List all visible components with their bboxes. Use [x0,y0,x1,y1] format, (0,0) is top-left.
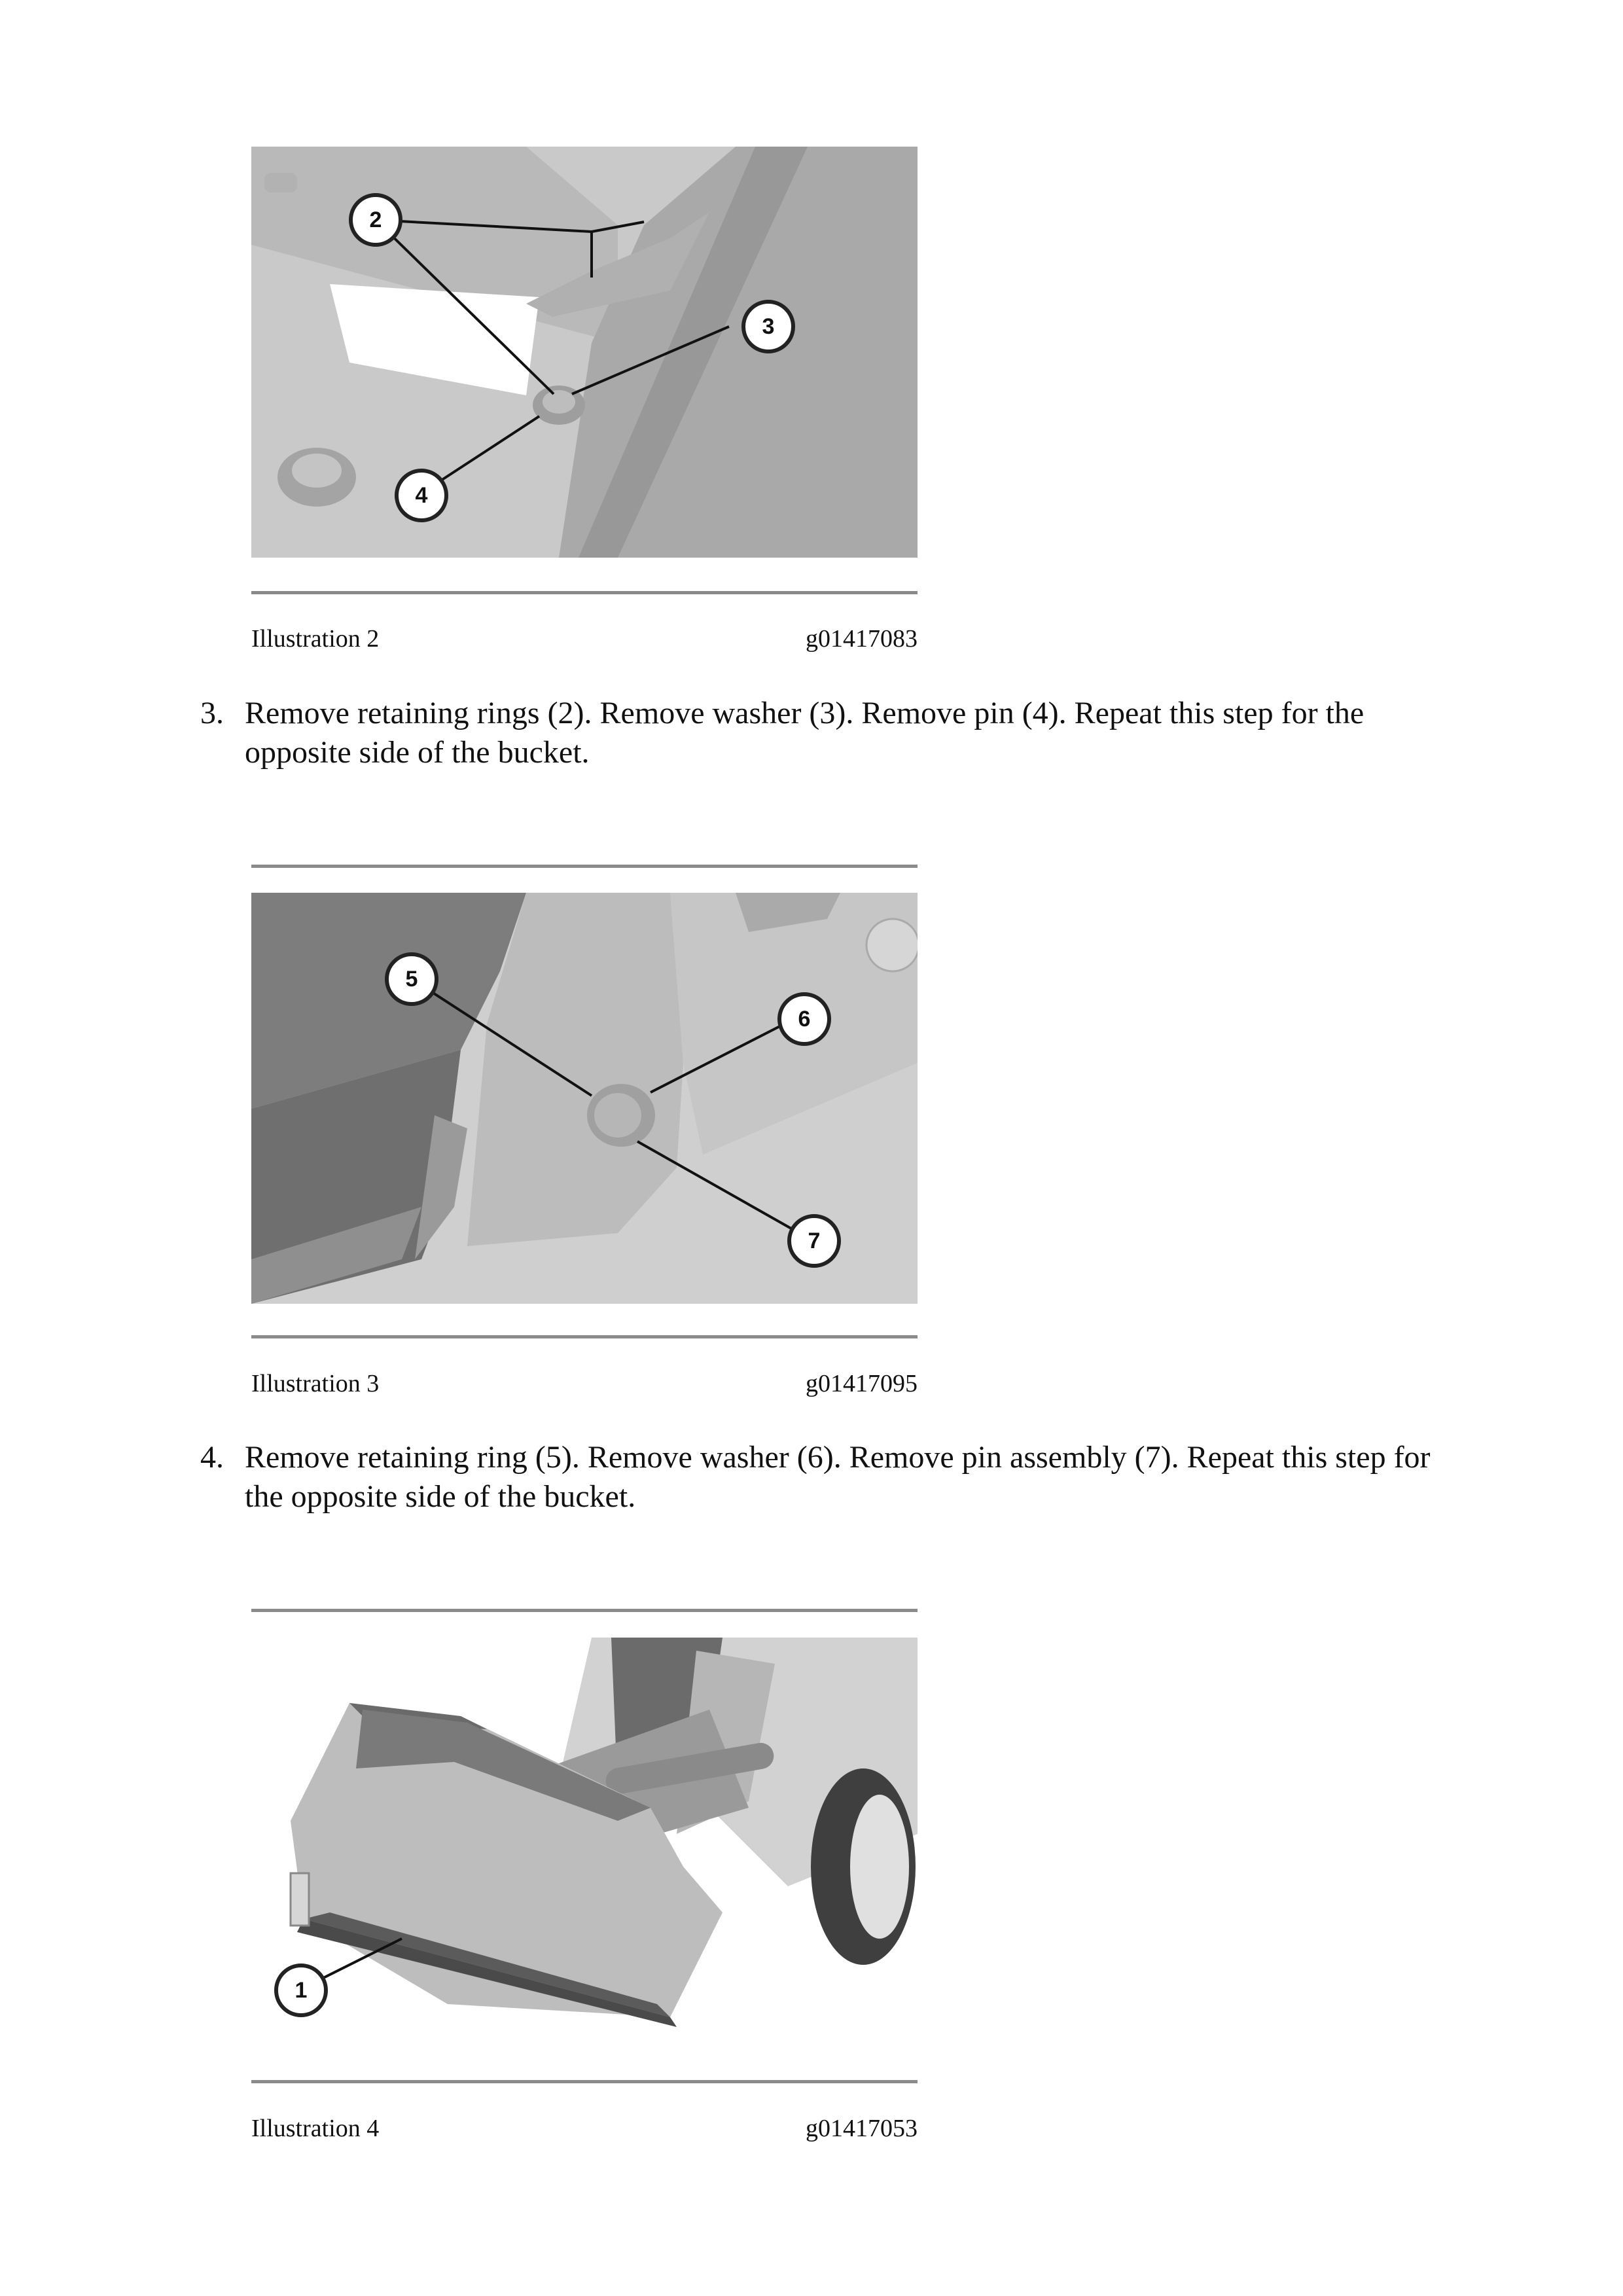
illustration-code: g01417095 [806,1370,918,1397]
illustration-number: Illustration 3 [251,1370,380,1397]
illustration-code: g01417053 [806,2115,918,2142]
svg-text:4: 4 [415,483,428,508]
callout-2 [351,195,401,245]
svg-text:1: 1 [294,1978,308,2003]
svg-text:3: 3 [762,314,775,339]
illustration-3-image [251,893,918,1304]
callout-4 [397,471,446,520]
callout-7 [789,1216,839,1266]
illustration-3-top-rule [251,865,918,868]
svg-text:5: 5 [405,967,418,992]
illustration-4-rule [251,2080,918,2083]
svg-text:7: 7 [808,1229,821,1253]
illustration-4-image [251,1638,918,2056]
illustration-number: Illustration 4 [251,2115,380,2142]
step-number: 3. [200,696,224,730]
illustration-2-rule [251,591,918,594]
svg-text:2: 2 [369,207,382,232]
illustration-code: g01417083 [806,625,918,653]
callout-6 [779,994,829,1044]
svg-text:6: 6 [798,1007,811,1031]
step-number: 4. [200,1440,224,1475]
step-text: Remove retaining rings (2). Remove washer (3). Remove pin (4). Repeat this step for the opposite side of the bucket. [245,696,1364,770]
illustration-4-top-rule [251,1609,918,1612]
step-text: Remove retaining ring (5). Remove washer (6). Remove pin assembly (7). Repeat this step for the opposite side of the bucket. [245,1440,1431,1514]
illustration-2-image [251,147,918,558]
callout-1 [276,1965,326,2015]
callout-5 [387,954,437,1004]
illustration-number: Illustration 2 [251,625,380,653]
illustration-3-rule [251,1335,918,1338]
callout-3 [743,302,793,351]
